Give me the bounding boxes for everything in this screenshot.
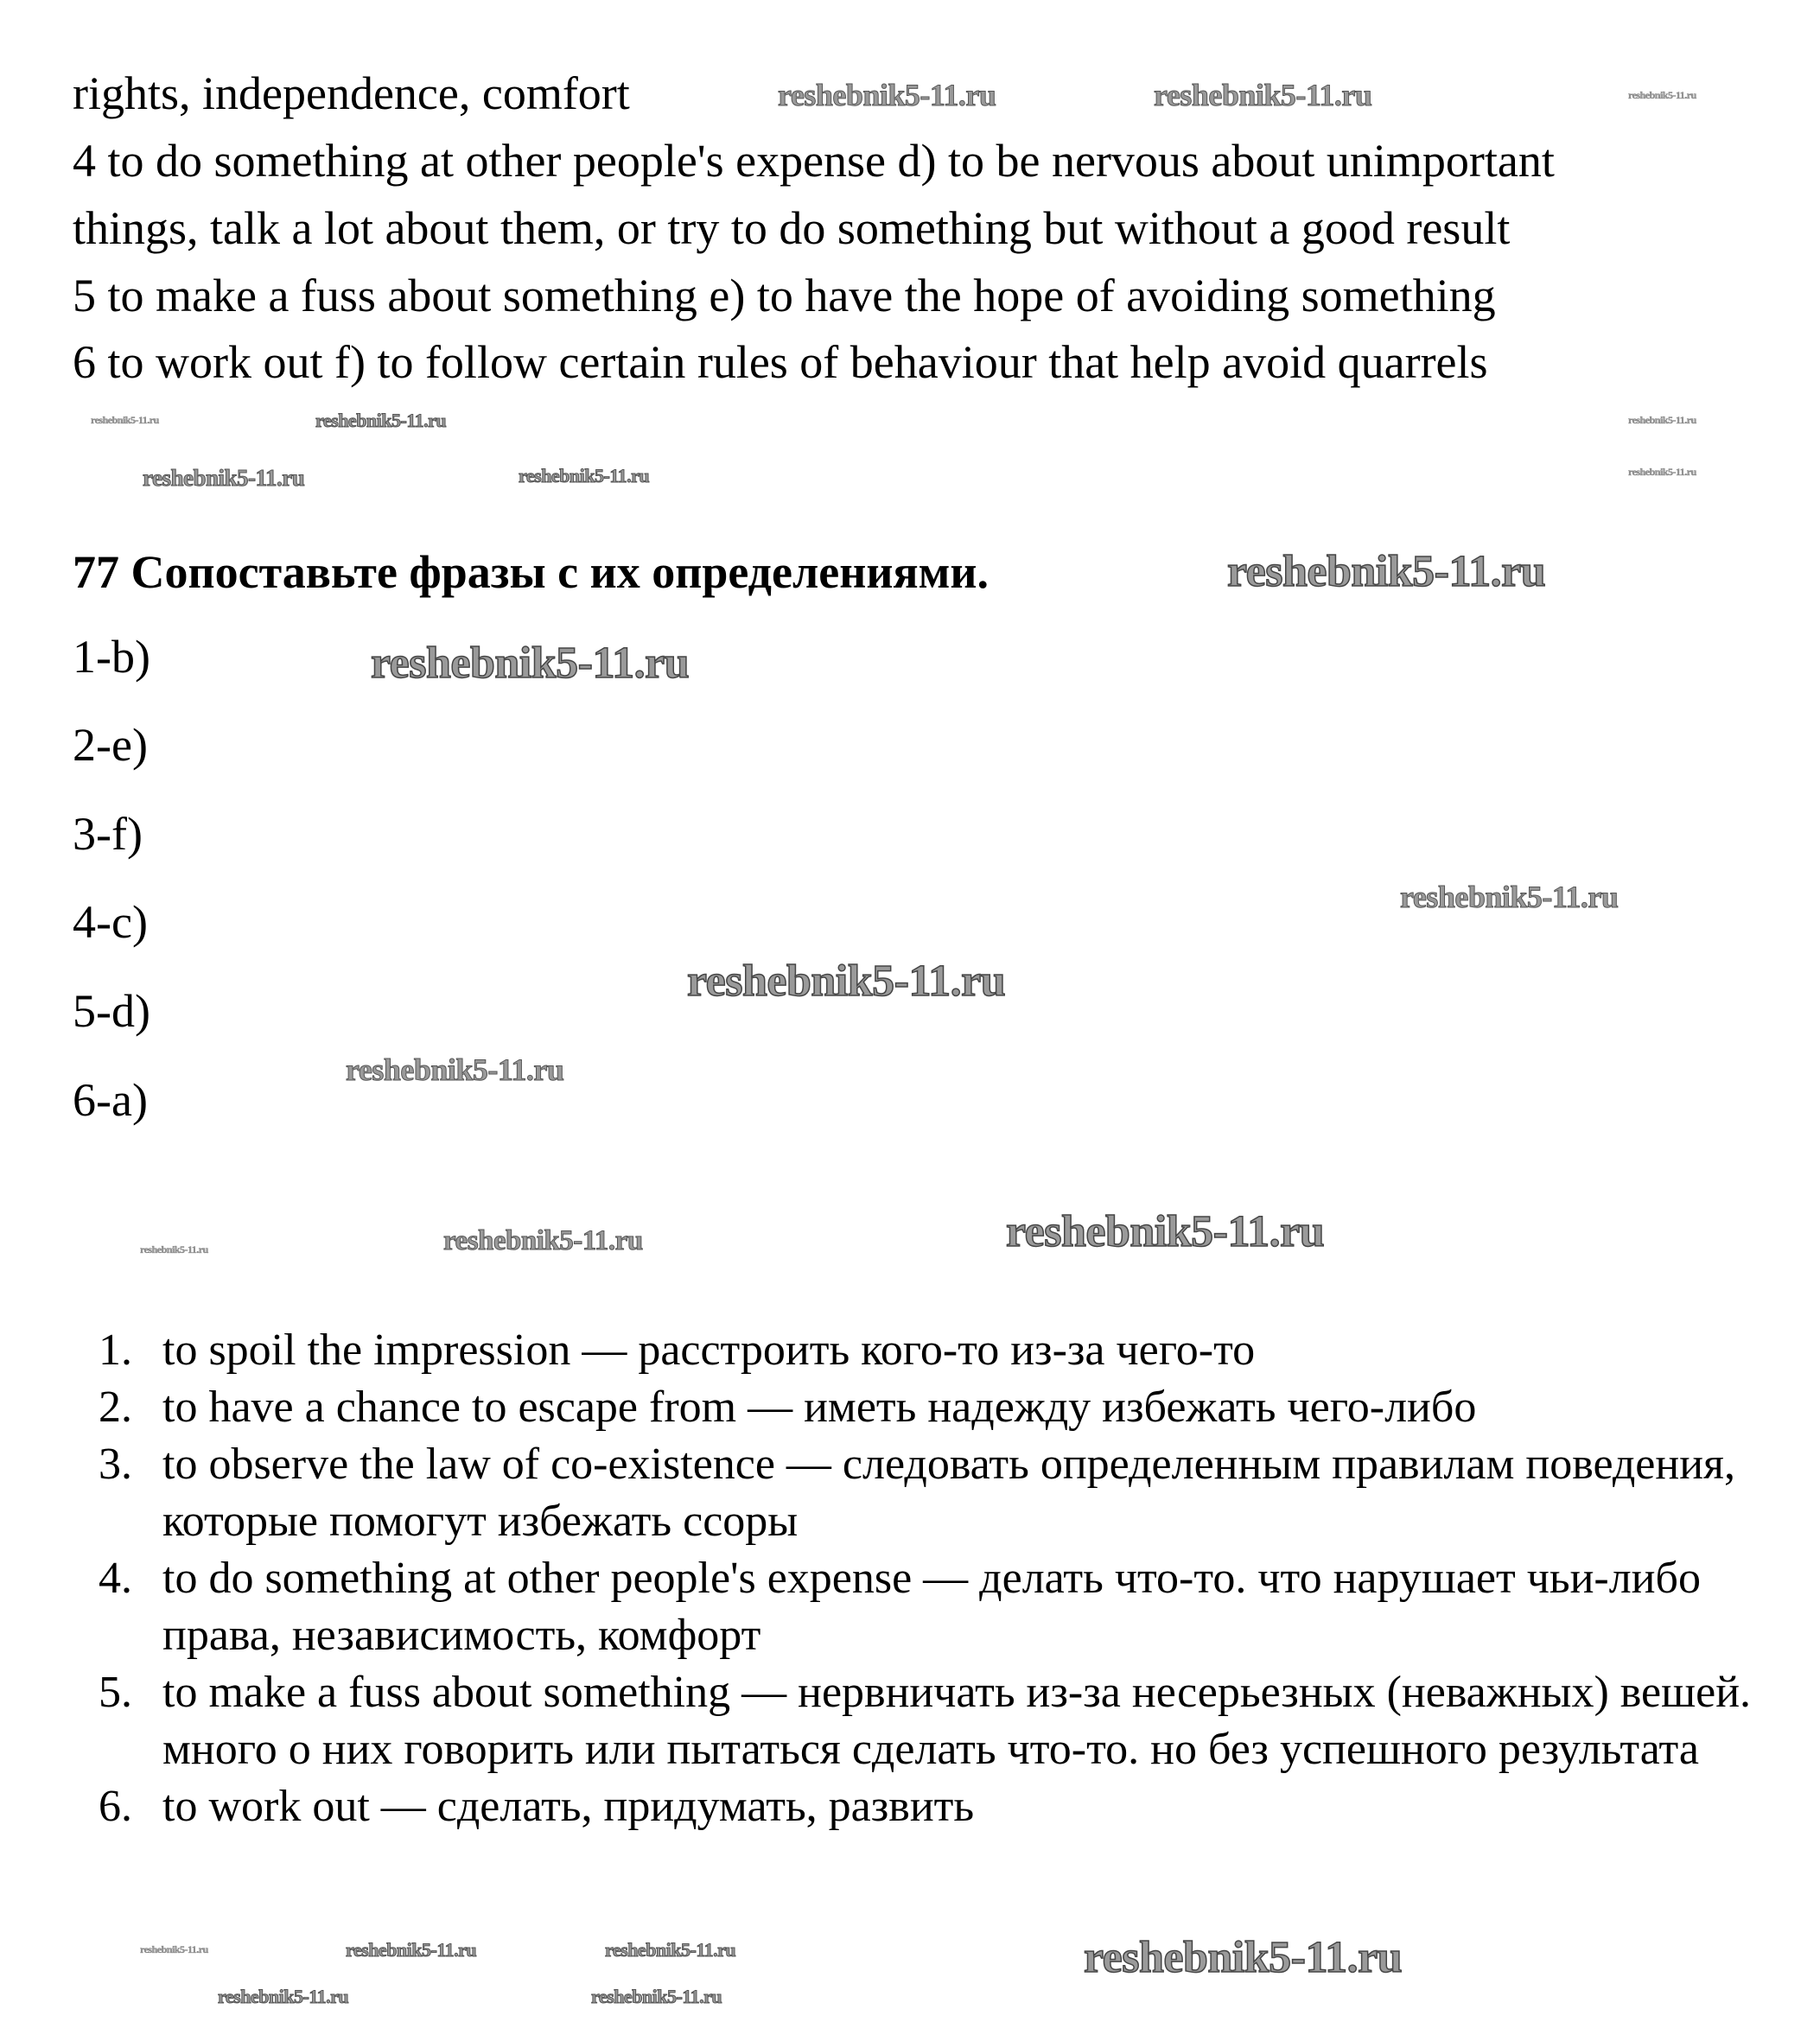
list-text: to have a chance to escape from — иметь надежду избежать чего-либо [162, 1383, 1477, 1432]
list-item [99, 1778, 1758, 1835]
list-text: to spoil the impression — расстроить кого-то из-за чего-то [162, 1326, 1256, 1375]
watermark: reshebnik5-11.ru [1154, 78, 1372, 112]
watermark: reshebnik5-11.ru [778, 78, 996, 112]
watermark: reshebnik5-11.ru [1628, 414, 1696, 426]
watermark: reshebnik5-11.ru [443, 1225, 643, 1256]
watermark: reshebnik5-11.ru [1227, 547, 1546, 596]
watermark: reshebnik5-11.ru [91, 414, 159, 426]
list-number: 1. [99, 1326, 132, 1375]
watermark: reshebnik5-11.ru [140, 1943, 208, 1955]
watermark: reshebnik5-11.ru [218, 1986, 349, 2007]
list-item [99, 1550, 1758, 1664]
text-line: 6 to work out f) to follow certain rules of behaviour that help avoid quarrels [73, 336, 1488, 388]
translation-list [99, 1322, 1758, 1835]
watermark: reshebnik5-11.ru [605, 1939, 736, 1961]
watermark: reshebnik5-11.ru [519, 465, 650, 486]
text-line: 5 to make a fuss about something e) to have the hope of avoiding something [73, 270, 1496, 321]
watermark: reshebnik5-11.ru [1628, 89, 1696, 101]
answer-item: 1-b) [73, 631, 150, 683]
answer-item: 4-c) [73, 896, 148, 948]
list-number: 3. [99, 1440, 132, 1489]
list-number: 6. [99, 1782, 132, 1831]
watermark: reshebnik5-11.ru [1628, 466, 1696, 478]
answer-item: 3-f) [73, 808, 143, 860]
watermark: reshebnik5-11.ru [371, 639, 690, 688]
watermark: reshebnik5-11.ru [1006, 1207, 1325, 1256]
watermark: reshebnik5-11.ru [140, 1243, 208, 1256]
list-item [99, 1664, 1758, 1778]
list-text: to make a fuss about something — нервничать из-за несерьезных (неважных) вешей. много о них говорить или пытаться сделать что-то. но без успешного результата [162, 1668, 1752, 1774]
watermark: reshebnik5-11.ru [1400, 880, 1619, 914]
list-number: 5. [99, 1668, 132, 1717]
list-text: to observe the law of co-existence — следовать определенным правилам поведения, которые помогут избежать ссоры [162, 1440, 1735, 1546]
watermark: reshebnik5-11.ru [591, 1986, 722, 2007]
watermark: reshebnik5-11.ru [687, 957, 1006, 1006]
answer-item: 5-d) [73, 985, 150, 1037]
watermark: reshebnik5-11.ru [346, 1939, 477, 1961]
watermark: reshebnik5-11.ru [346, 1052, 564, 1087]
list-item [99, 1322, 1758, 1379]
watermark: reshebnik5-11.ru [1084, 1933, 1403, 1982]
watermark: reshebnik5-11.ru [143, 465, 305, 491]
list-number: 2. [99, 1383, 132, 1432]
text-line: 4 to do something at other people's expense d) to be nervous about unimportant [73, 135, 1555, 187]
answer-item: 2-e) [73, 719, 148, 771]
watermark: reshebnik5-11.ru [315, 410, 447, 431]
list-item [99, 1379, 1758, 1436]
list-text: to work out — сделать, придумать, развить [162, 1782, 975, 1831]
text-line: rights, independence, comfort [73, 67, 630, 119]
answer-item: 6-a) [73, 1074, 148, 1126]
list-text: to do something at other people's expense — делать что-то. что нарушает чьи-либо права, независимость, комфорт [162, 1554, 1701, 1660]
list-item [99, 1436, 1758, 1550]
list-number: 4. [99, 1554, 132, 1603]
text-line: things, talk a lot about them, or try to do something but without a good result [73, 202, 1511, 254]
exercise-heading: 77 Сопоставьте фразы с их определениями. [73, 546, 990, 598]
